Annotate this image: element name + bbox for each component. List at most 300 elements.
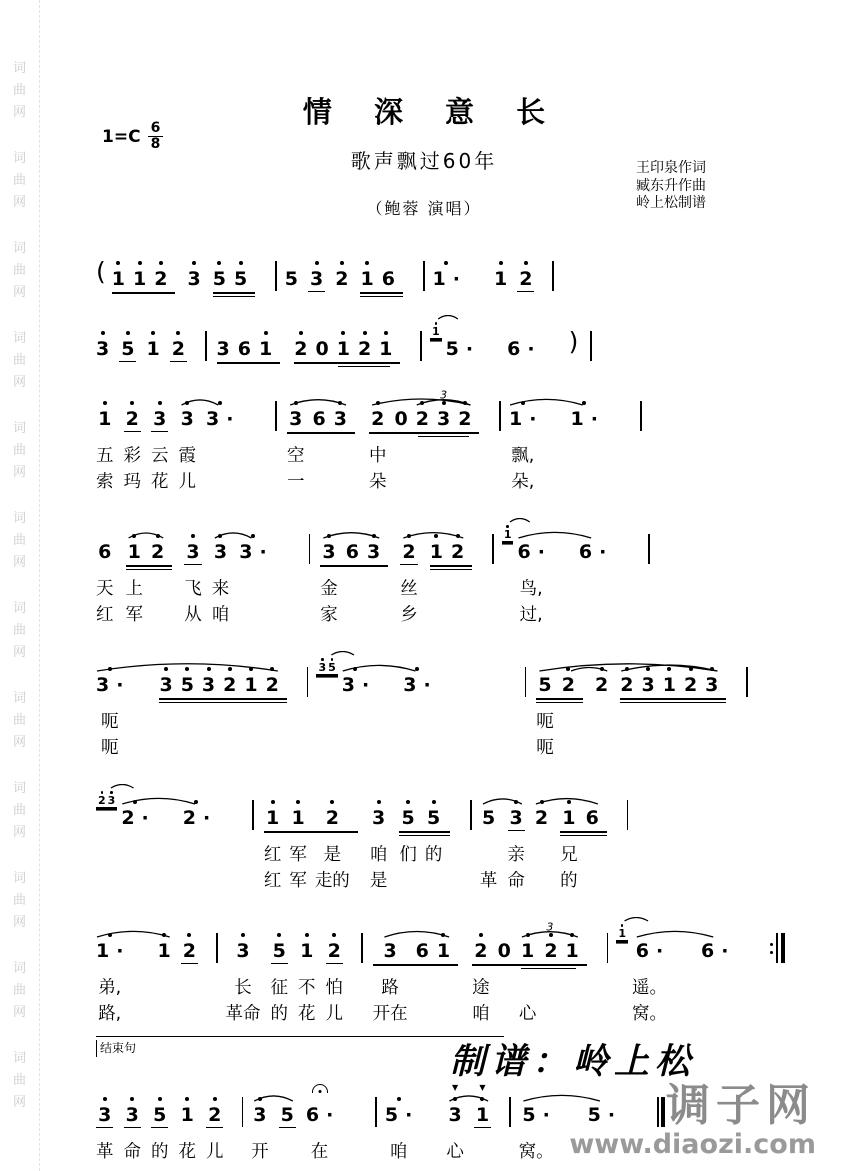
note-digit: 3 bbox=[253, 1104, 267, 1126]
octave-dot-space bbox=[579, 531, 606, 540]
note-digit: 1 bbox=[493, 268, 508, 290]
octave-dot-space bbox=[279, 1094, 296, 1103]
octave-dot-space bbox=[244, 664, 257, 673]
note bbox=[234, 245, 247, 291]
note-digit-row bbox=[427, 806, 440, 830]
note bbox=[306, 1081, 333, 1164]
octave-dot-space bbox=[517, 258, 534, 267]
grace-digit: 1 bbox=[618, 926, 627, 940]
lyric-syllable bbox=[398, 444, 404, 468]
note-digit-row bbox=[96, 337, 109, 361]
note bbox=[705, 651, 718, 760]
barline-thin bbox=[776, 933, 778, 963]
note-digit-row bbox=[124, 407, 141, 431]
ornament-space bbox=[151, 1081, 169, 1094]
note-digit: 3 bbox=[310, 268, 324, 290]
octave-dot bbox=[294, 401, 298, 405]
octave-dot bbox=[138, 261, 142, 265]
octave-dot bbox=[710, 667, 714, 671]
lyric-syllable bbox=[441, 1002, 447, 1026]
beam-line-2 bbox=[536, 702, 583, 704]
octave-dot-space bbox=[151, 398, 169, 407]
note-digit: 6 bbox=[312, 408, 326, 430]
octave-dot bbox=[384, 331, 388, 335]
lyric-syllable bbox=[132, 843, 138, 867]
lyric-syllable bbox=[419, 1002, 425, 1026]
note bbox=[425, 784, 443, 893]
ornament-space bbox=[289, 784, 307, 797]
ornament-space bbox=[416, 917, 429, 930]
note-digit: 1 bbox=[146, 338, 160, 360]
lyric-syllable: 乡 bbox=[400, 605, 418, 625]
note bbox=[437, 385, 450, 494]
note-digit-row bbox=[181, 939, 198, 963]
lyric-syllable: 空 bbox=[287, 446, 305, 466]
lyric-syllable bbox=[398, 470, 404, 494]
ornament-space bbox=[308, 245, 325, 258]
lyric-syllable: 花 bbox=[178, 1142, 196, 1162]
note-cell bbox=[181, 917, 198, 1026]
lyric-syllable: 咱 bbox=[472, 1004, 490, 1024]
octave-dot bbox=[549, 933, 553, 937]
beam-line bbox=[373, 964, 458, 966]
note-cell bbox=[96, 651, 123, 760]
watermark-url: www.diaozi.com bbox=[569, 1129, 816, 1160]
side-watermark-char: 词 bbox=[12, 241, 26, 256]
octave-dot bbox=[338, 401, 342, 405]
ornament-space bbox=[433, 245, 460, 258]
lyric-syllable bbox=[269, 710, 275, 734]
note-digit: 1 bbox=[432, 268, 446, 290]
lyric-syllable bbox=[688, 710, 694, 734]
lyric-syllable: 们 bbox=[399, 845, 417, 865]
note-cell bbox=[308, 245, 325, 291]
note bbox=[96, 315, 109, 361]
note bbox=[251, 1081, 269, 1164]
octave-dot-space bbox=[159, 664, 172, 673]
lyricist-credit: 王印泉作词 bbox=[636, 160, 706, 176]
barline bbox=[499, 385, 501, 431]
octave-dot-space bbox=[474, 1094, 491, 1103]
note-digit: 1 bbox=[436, 940, 451, 962]
beamed-group bbox=[211, 245, 257, 291]
ornament-space bbox=[157, 917, 170, 930]
octave-dot-space bbox=[416, 398, 429, 407]
ornament-space bbox=[519, 917, 537, 930]
note-digit: 2 bbox=[595, 674, 609, 696]
ornament-space bbox=[346, 518, 359, 531]
octave-dot bbox=[567, 800, 571, 804]
note-digit: 6 bbox=[237, 338, 251, 360]
note-digit: 2 bbox=[182, 807, 196, 829]
note-digit: 6 bbox=[507, 338, 521, 360]
augmentation-dot: · bbox=[226, 408, 234, 430]
barline-stroke bbox=[361, 933, 363, 963]
note-cell bbox=[507, 315, 534, 361]
lyric-syllable: 窝。 bbox=[518, 1142, 554, 1162]
note bbox=[183, 784, 210, 893]
ornament-space bbox=[517, 245, 534, 258]
lyric-syllable bbox=[217, 444, 223, 468]
note bbox=[217, 315, 230, 361]
ornament-space bbox=[239, 518, 266, 531]
note bbox=[446, 315, 473, 361]
note-cell bbox=[571, 385, 598, 494]
octave-dot bbox=[432, 800, 436, 804]
lyric-syllable: 飞 bbox=[184, 579, 202, 599]
note-digit-row bbox=[206, 407, 233, 431]
lyric-syllable: 玛 bbox=[123, 472, 141, 492]
octave-dot-space bbox=[632, 930, 667, 939]
octave-dot-space bbox=[335, 258, 348, 267]
note-digit: 3 bbox=[216, 338, 230, 360]
note-cell bbox=[342, 651, 369, 760]
ornament-space bbox=[395, 385, 408, 398]
octave-dot-space bbox=[212, 531, 230, 540]
octave-dot bbox=[191, 534, 195, 538]
side-watermark-char: 词 bbox=[12, 871, 26, 886]
lyric-syllable bbox=[569, 976, 575, 1000]
side-watermark-char: 曲 bbox=[12, 713, 26, 728]
music-system bbox=[96, 518, 752, 627]
octave-dot-space bbox=[124, 398, 142, 407]
note-digit-row bbox=[128, 540, 141, 564]
note-cell bbox=[285, 245, 298, 291]
ornament-space bbox=[217, 315, 230, 328]
note-digit: 6 bbox=[345, 541, 360, 563]
octave-dot-space bbox=[121, 797, 148, 806]
side-watermark-char: 词 bbox=[12, 151, 26, 166]
ornament-space bbox=[181, 917, 198, 930]
octave-dot-space bbox=[181, 930, 198, 939]
meter-denominator: 8 bbox=[150, 136, 161, 152]
beam-line-2 bbox=[560, 835, 607, 837]
augmentation-dot: · bbox=[405, 1104, 413, 1126]
ornament-space bbox=[684, 651, 697, 664]
lyric-syllable bbox=[353, 710, 359, 734]
ornament-space bbox=[358, 315, 371, 328]
ornament-space bbox=[382, 245, 395, 258]
lyric-syllable bbox=[667, 710, 673, 734]
note-digit: 6 bbox=[578, 541, 593, 563]
octave-dot bbox=[271, 800, 275, 804]
beam-line bbox=[320, 565, 388, 567]
octave-dot bbox=[689, 667, 693, 671]
ornament-space bbox=[385, 1081, 412, 1094]
note-digit: 5 bbox=[445, 338, 459, 360]
note-digit: 3 bbox=[98, 1104, 112, 1126]
beam-line bbox=[264, 831, 358, 833]
octave-dot bbox=[158, 401, 162, 405]
barline bbox=[509, 1081, 511, 1127]
beamed-note bbox=[271, 941, 288, 964]
note-cell bbox=[474, 1081, 491, 1164]
beamed-note bbox=[400, 542, 417, 565]
note-cell bbox=[206, 385, 233, 494]
lyric-syllable bbox=[194, 843, 200, 867]
octave-dot-space bbox=[183, 797, 210, 806]
note-digit: 3 bbox=[206, 408, 220, 430]
octave-dot bbox=[499, 261, 503, 265]
lyric-syllable bbox=[712, 1002, 718, 1026]
note-digit: 3 bbox=[371, 807, 386, 829]
octave-dot bbox=[101, 331, 105, 335]
octave-dot-space bbox=[498, 930, 511, 939]
octave-dot-space bbox=[517, 531, 544, 540]
lyric-syllable: 的 bbox=[560, 871, 578, 891]
barline bbox=[648, 518, 650, 564]
ornament-space bbox=[586, 784, 599, 797]
ornament-space bbox=[179, 1081, 197, 1094]
octave-dot-space bbox=[320, 531, 338, 540]
note-cell bbox=[701, 917, 728, 1026]
ornament-space bbox=[360, 245, 373, 258]
octave-dot-space bbox=[96, 664, 123, 673]
note-digit: 3 bbox=[403, 674, 417, 696]
lyric-syllable bbox=[316, 470, 322, 494]
barline-stroke bbox=[470, 800, 472, 830]
note-cell bbox=[595, 651, 608, 760]
note-digit-row bbox=[566, 939, 579, 963]
lyric-syllable bbox=[590, 577, 596, 601]
octave-dot bbox=[582, 401, 586, 405]
augmentation-dot: · bbox=[721, 940, 729, 962]
octave-dot-space bbox=[433, 258, 460, 267]
octave-dot-space bbox=[663, 664, 676, 673]
note bbox=[223, 651, 236, 760]
lyric-syllable: 家 bbox=[320, 605, 338, 625]
lyric-syllable: 朵 bbox=[369, 472, 387, 492]
octave-dot bbox=[299, 331, 303, 335]
note-digit: 2 bbox=[519, 268, 533, 290]
note-digit-row bbox=[181, 673, 194, 697]
beamed-group bbox=[428, 518, 474, 627]
note bbox=[416, 917, 429, 1026]
note bbox=[451, 518, 464, 627]
ornament-space bbox=[279, 1081, 296, 1094]
note bbox=[560, 784, 578, 893]
note-digit: 2 bbox=[171, 338, 185, 360]
beam-line bbox=[560, 831, 607, 833]
ornament-space bbox=[403, 651, 430, 664]
note-cell bbox=[535, 784, 548, 893]
octave-dot-space bbox=[494, 258, 507, 267]
beam-line bbox=[472, 964, 587, 966]
note bbox=[684, 651, 697, 760]
side-watermark-char: 曲 bbox=[12, 803, 26, 818]
note-digit: 2 bbox=[208, 1104, 222, 1126]
octave-dot-space bbox=[313, 398, 326, 407]
beamed-group bbox=[215, 315, 283, 361]
note-digit: 5 bbox=[280, 1104, 294, 1126]
ornament-space bbox=[124, 385, 142, 398]
note-digit: 5 bbox=[153, 1104, 167, 1126]
lyric-syllable: 窝。 bbox=[632, 1004, 668, 1024]
barline-stroke bbox=[525, 667, 527, 697]
lyric-syllable bbox=[206, 736, 212, 760]
note-cell bbox=[157, 917, 170, 1026]
ornament-space bbox=[370, 784, 388, 797]
ornament-space bbox=[705, 651, 718, 664]
ornament-space bbox=[544, 917, 557, 930]
note-digit-row bbox=[151, 407, 168, 431]
octave-dot-space bbox=[315, 797, 350, 806]
octave-dot-space bbox=[206, 398, 233, 407]
note-digit-row bbox=[433, 267, 460, 291]
barline bbox=[627, 784, 629, 830]
barline-stroke bbox=[640, 401, 642, 431]
side-watermark-char: 网 bbox=[12, 375, 26, 390]
note bbox=[430, 518, 443, 627]
beamed-group bbox=[110, 245, 178, 291]
octave-dot-space bbox=[458, 398, 471, 407]
octave-dot-space bbox=[264, 797, 282, 806]
beamed-group bbox=[618, 651, 728, 760]
ornament-space bbox=[507, 784, 525, 797]
ornament-space bbox=[121, 784, 148, 797]
ornament-space bbox=[96, 315, 109, 328]
octave-dot-space bbox=[124, 1094, 142, 1103]
lyric-syllable: 咱 bbox=[369, 845, 388, 865]
lyric-syllable bbox=[539, 843, 545, 867]
lyric-syllable: 走的 bbox=[314, 871, 350, 891]
ornament-space bbox=[335, 245, 348, 258]
grace-note bbox=[98, 791, 106, 806]
octave-dot bbox=[397, 1097, 401, 1101]
octave-dot-space bbox=[96, 531, 114, 540]
octave-dot-space bbox=[446, 1094, 464, 1103]
beamed-group bbox=[262, 784, 360, 893]
performer-label: （鲍蓉 演唱） bbox=[366, 199, 482, 218]
octave-dot-space bbox=[315, 328, 328, 337]
note-digit-row bbox=[509, 407, 536, 431]
note-cell bbox=[632, 917, 667, 1026]
ornament-space bbox=[271, 917, 289, 930]
octave-dot-space bbox=[430, 531, 443, 540]
note-digit-row bbox=[308, 267, 325, 291]
barline-stroke bbox=[275, 401, 277, 431]
ornament-space bbox=[251, 1081, 269, 1094]
barline bbox=[275, 245, 277, 291]
lyric-syllable: 呃 bbox=[536, 712, 554, 732]
note bbox=[187, 245, 200, 291]
note-digit: 2 bbox=[458, 408, 472, 430]
lyric-syllable: 丝 bbox=[400, 579, 418, 599]
lyric-syllable bbox=[624, 710, 630, 734]
note bbox=[159, 651, 172, 760]
lyric-syllable bbox=[566, 736, 572, 760]
ornament-space bbox=[641, 651, 654, 664]
note-digit: 3 bbox=[383, 940, 397, 962]
note bbox=[206, 385, 233, 494]
beam-line bbox=[620, 698, 726, 700]
grace-note bbox=[318, 658, 326, 673]
octave-dot bbox=[341, 331, 345, 335]
lyric-syllable bbox=[420, 444, 426, 468]
octave-dot-space bbox=[170, 328, 187, 337]
note-cell bbox=[433, 245, 460, 291]
note bbox=[170, 315, 187, 361]
note bbox=[112, 245, 125, 291]
note-cell bbox=[146, 315, 159, 361]
note-cell bbox=[335, 245, 348, 291]
octave-dot-space bbox=[326, 930, 344, 939]
note bbox=[315, 315, 328, 361]
note-digit: 5 bbox=[233, 268, 248, 290]
lyric-syllable bbox=[645, 736, 651, 760]
note bbox=[641, 651, 654, 760]
note-digit: 3 bbox=[236, 940, 250, 962]
lyric-syllable bbox=[194, 869, 200, 893]
lyric-syllable: 的 bbox=[424, 845, 443, 865]
side-watermark-char: 词 bbox=[12, 511, 26, 526]
ornament-space bbox=[213, 245, 226, 258]
note-digit-row bbox=[595, 673, 608, 697]
barline bbox=[607, 917, 609, 963]
note-digit: 0 bbox=[315, 338, 329, 360]
octave-dot bbox=[176, 331, 180, 335]
note-digit: 1 bbox=[379, 338, 393, 360]
note-cell bbox=[96, 385, 114, 494]
augmentation-dot: · bbox=[529, 408, 537, 430]
lyric-syllable bbox=[624, 736, 630, 760]
note-digit: 0 bbox=[394, 408, 408, 430]
barline-thick bbox=[781, 933, 785, 963]
beam-line-2 bbox=[126, 569, 173, 571]
note-digit-row bbox=[253, 1103, 266, 1127]
ornament-space bbox=[184, 518, 202, 531]
octave-dot-space bbox=[346, 531, 359, 540]
note-digit-row bbox=[538, 673, 551, 697]
side-watermark-char: 曲 bbox=[12, 173, 26, 188]
octave-dot bbox=[218, 401, 222, 405]
barline bbox=[420, 315, 422, 361]
credits-block bbox=[636, 160, 706, 213]
note-digit-row bbox=[535, 806, 548, 830]
octave-dot bbox=[363, 331, 367, 335]
ornament-space bbox=[112, 245, 125, 258]
octave-dot-space bbox=[560, 797, 578, 806]
note bbox=[517, 245, 534, 291]
barline bbox=[423, 245, 425, 291]
note bbox=[151, 385, 169, 494]
note-digit: 5 bbox=[482, 807, 496, 829]
side-watermark-char: 网 bbox=[12, 285, 26, 300]
note bbox=[620, 651, 633, 760]
lyric-syllable: 从 bbox=[184, 605, 202, 625]
lyric-syllable: 一 bbox=[287, 472, 305, 492]
grace-beam bbox=[96, 791, 117, 808]
note-row bbox=[96, 518, 752, 627]
note-digit-row bbox=[641, 673, 654, 697]
lyric-syllable bbox=[405, 869, 411, 893]
lyric-syllable bbox=[187, 1002, 193, 1026]
note-digit: 1 bbox=[429, 541, 443, 563]
lyric-syllable bbox=[248, 736, 254, 760]
note bbox=[315, 784, 350, 893]
octave-dot bbox=[108, 933, 112, 937]
note bbox=[96, 518, 114, 627]
note-digit: 2 bbox=[325, 807, 339, 829]
lyric-syllable bbox=[589, 843, 595, 867]
octave-dot bbox=[407, 534, 411, 538]
note-cell bbox=[271, 917, 289, 1026]
grace-notes bbox=[96, 791, 117, 808]
octave-dot-space bbox=[571, 398, 598, 407]
svg-text:3: 3 bbox=[546, 920, 554, 934]
note bbox=[124, 385, 142, 494]
note-digit-row bbox=[367, 540, 380, 564]
